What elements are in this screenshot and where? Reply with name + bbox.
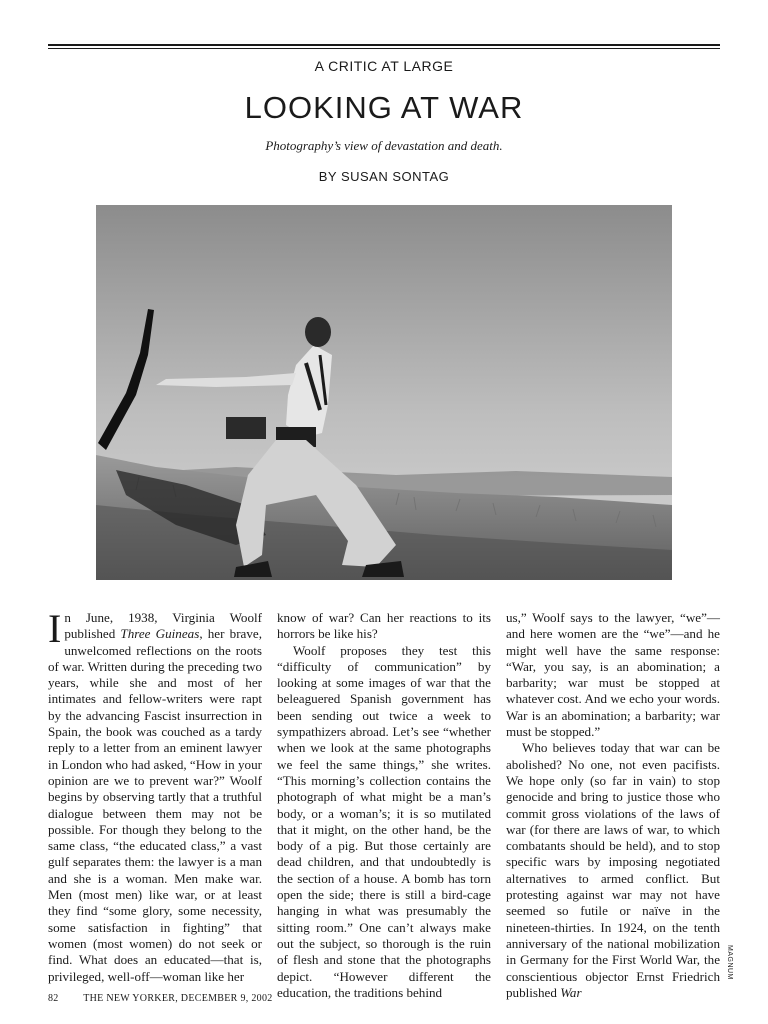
- text-span: Who believes today that war can be abolished? No one, not even pacifists. We hope only (so far in vain) to stop genocide and bring to justice those who commit gross violations of the laws of war (for there are laws of war, to which combatants should be held), and to stop specific wars by imposing negotiated alternatives to armed conflict. But protesting against war may not have seemed so futile or naïve in the nineteen-thirties. In 1924, on the tenth anniversary of the national mobilization in Germany for the First World War, the conscientious objector Ernst Friedrich published: [506, 740, 720, 1000]
- photo-credit: MAGNUM: [726, 945, 733, 980]
- paragraph: us,” Woolf says to the lawyer, “we”—and here women are the “we”—and he might well have the same response: “War, you say, is an abomination; a barbarity; war must be stopped at whatever cost. And we echo your words. War is an abomination; a barbarity; war must be stopped.”: [506, 610, 720, 740]
- page-footer: [48, 993, 273, 1004]
- top-double-rule: [48, 44, 720, 49]
- page-number: 82: [48, 993, 59, 1004]
- paragraph: know of war? Can her reactions to its horrors be like his?: [277, 610, 491, 642]
- article-headline: LOOKING AT WAR: [244, 90, 524, 125]
- drop-cap: I: [48, 606, 62, 651]
- paragraph: [506, 740, 720, 1001]
- paragraph: [48, 606, 262, 985]
- body-column-3: [506, 610, 720, 1001]
- book-title: Three Guineas: [120, 626, 200, 642]
- falling-soldier-image: [96, 205, 672, 580]
- section-kicker: A CRITIC AT LARGE: [314, 58, 454, 74]
- book-title: War: [560, 984, 582, 1000]
- paragraph: Woolf proposes they test this “difficulty of communication” by looking at some images of war that the beleaguered Spanish government has been sending out twice a week to sympathizers abroad. Let’s see “whether when we look at the same photographs we feel the same things,” she writes. “This morning’s collection contains the photograph of what might be a man’s body, or a woman’s; it is so mutilated that it might, on the other hand, be the body of a pig. But those certainly are dead children, and that undoubtedly is the section of a house. A bomb has torn open the side; there is still a bird-cage hanging in what was presumably the sitting room.” One can’t always make out the subject, so thorough is the ruin of flesh and stone that the photographs depict. “However different the education, the traditions behind: [277, 642, 491, 1000]
- war-photograph: [96, 205, 672, 580]
- text-span: n June, 1938, Virginia Woolf published: [64, 610, 262, 642]
- article-dek: Photography’s view of devastation and death.: [265, 138, 503, 153]
- publication-line: THE NEW YORKER, DECEMBER 9, 2002: [83, 993, 273, 1004]
- body-column-2: [277, 610, 491, 1001]
- text-span: , her brave, unwelcomed reflections on the roots of war. Written during the preceding two years, while she and most of her intimates and fellow-writers were rapt by the advancing Fascist insurrection in Spain, the book was couched as a tardy reply to a letter from an eminent lawyer in London who had asked, “How in your opinion are we to prevent war?” Woolf begins by observing tartly that a truthful dialogue between them may not be possible. For though they belong to the same class, “the educated class,” a vast gulf separates them: the lawyer is a man and she is a woman. Men make war. Men (most men) like war, or at least they find “some glory, some necessity, some satisfaction in fighting” that women (most women) do not seek or find. What does an educated—that is, privileged, well-off—woman like her: [48, 626, 262, 984]
- body-column-1: [48, 606, 262, 985]
- article-byline: BY SUSAN SONTAG: [318, 169, 450, 184]
